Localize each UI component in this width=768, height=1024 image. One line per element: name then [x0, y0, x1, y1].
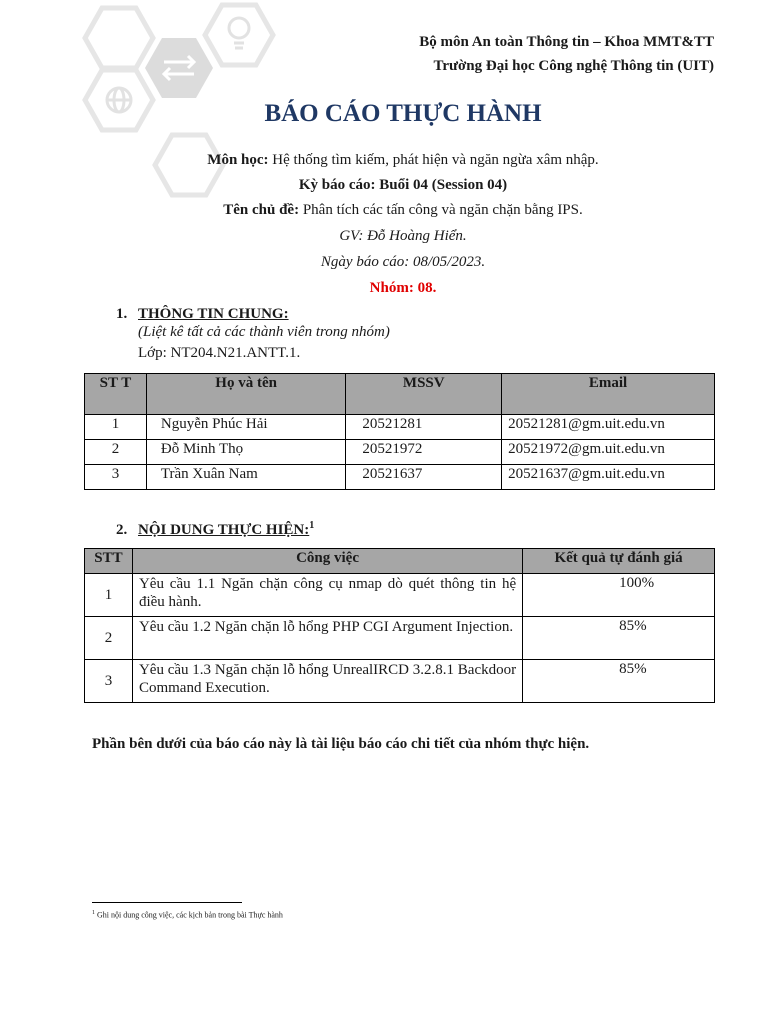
session-value: Buổi 04 (Session 04)	[379, 177, 508, 193]
section1-title: THÔNG TIN CHUNG:	[138, 306, 289, 322]
summary-note: Phần bên dưới của báo cáo này là tài liệu báo cáo chi tiết của nhóm thực hiện.	[92, 736, 590, 752]
session-line	[0, 177, 768, 194]
member-mssv: 20521972	[346, 440, 502, 465]
class-code: Lớp: NT204.N21.ANTT.1.	[138, 345, 301, 361]
task-description: Yêu cầu 1.3 Ngăn chặn lỗ hổng UnrealIRCD 3.2.8.1 Backdoor Command Execution.	[132, 660, 522, 703]
task-stt: 2	[85, 617, 133, 660]
task-stt: 3	[85, 660, 133, 703]
section2-number: 2.	[116, 522, 128, 538]
table-row	[85, 574, 715, 617]
section1-number: 1.	[116, 306, 128, 322]
table-row	[85, 465, 715, 490]
col-stt: STT	[85, 549, 133, 574]
tasks-table	[84, 548, 715, 703]
table-row	[85, 415, 715, 440]
task-description: Yêu cầu 1.2 Ngăn chặn lỗ hổng PHP CGI Argument Injection.	[132, 617, 522, 660]
member-mssv: 20521281	[346, 415, 502, 440]
table-row	[85, 660, 715, 703]
col-task: Công việc	[132, 549, 522, 574]
footnote	[92, 910, 283, 920]
col-fullname: Họ và tên	[146, 374, 346, 415]
tasks-table-header	[85, 549, 715, 574]
member-stt: 1	[85, 415, 147, 440]
member-name: Nguyễn Phúc Hải	[146, 415, 346, 440]
col-self-assessment: Kết quả tự đánh giá	[523, 549, 715, 574]
group-number: Nhóm: 08.	[369, 280, 437, 296]
member-email: 20521281@gm.uit.edu.vn	[502, 415, 715, 440]
teacher-line: GV: Đỗ Hoàng Hiển.	[339, 228, 467, 244]
section1-heading	[116, 306, 289, 323]
report-date: Ngày báo cáo: 08/05/2023.	[320, 254, 486, 270]
section2-title: NỘI DUNG THỰC HIỆN:	[138, 522, 310, 538]
member-email: 20521637@gm.uit.edu.vn	[502, 465, 715, 490]
footnote-mark: 1	[92, 910, 95, 916]
section2-heading	[116, 520, 314, 539]
table-row	[85, 617, 715, 660]
col-email: Email	[502, 374, 715, 415]
members-table-header	[85, 374, 715, 415]
table-row	[85, 440, 715, 465]
course-line	[0, 152, 768, 169]
topic-line	[0, 202, 768, 219]
university-name: Trường Đại học Công nghệ Thông tin (UIT)	[433, 58, 714, 74]
col-mssv: MSSV	[346, 374, 502, 415]
member-stt: 2	[85, 440, 147, 465]
course-value: Hệ thống tìm kiếm, phát hiện và ngăn ngừa xâm nhập.	[272, 152, 599, 168]
task-result: 85%	[523, 617, 715, 660]
task-stt: 1	[85, 574, 133, 617]
footnote-reference: 1	[309, 520, 315, 531]
lightbulb-icon	[229, 18, 249, 48]
task-result: 100%	[523, 574, 715, 617]
course-label: Môn học:	[207, 152, 269, 168]
topic-label: Tên chủ đề:	[223, 202, 300, 218]
footnote-divider	[92, 902, 242, 903]
session-label: Kỳ báo cáo:	[298, 177, 376, 193]
member-mssv: 20521637	[346, 465, 502, 490]
report-title: BÁO CÁO THỰC HÀNH	[264, 100, 542, 127]
section1-note: (Liệt kê tất cả các thành viên trong nhóm)	[138, 324, 390, 340]
members-table	[84, 373, 715, 490]
task-result: 85%	[523, 660, 715, 703]
topic-value: Phân tích các tấn công và ngăn chặn bằng IPS.	[302, 202, 583, 218]
member-email: 20521972@gm.uit.edu.vn	[502, 440, 715, 465]
footnote-text: Ghi nội dung công việc, các kịch bản trong bài Thực hành	[97, 910, 283, 920]
department-name: Bộ môn An toàn Thông tin – Khoa MMT&TT	[419, 34, 714, 50]
member-name: Đỗ Minh Thọ	[146, 440, 346, 465]
member-stt: 3	[85, 465, 147, 490]
task-description: Yêu cầu 1.1 Ngăn chặn công cụ nmap dò quét thông tin hệ điều hành.	[132, 574, 522, 617]
member-name: Trần Xuân Nam	[146, 465, 346, 490]
col-stt: ST T	[85, 374, 147, 415]
